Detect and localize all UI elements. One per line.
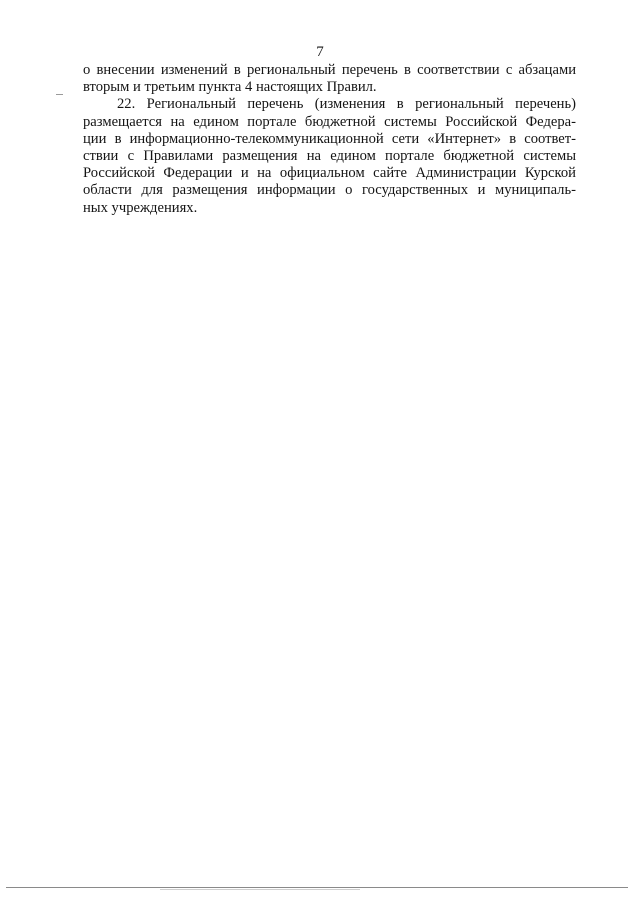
text-line: области для размещения информации о государственных и муниципаль- bbox=[83, 182, 576, 199]
text-line: ных учреждениях. bbox=[83, 199, 198, 216]
margin-mark bbox=[56, 94, 63, 95]
scan-artifact-line bbox=[160, 889, 360, 890]
text-line: ствии с Правилами размещения на едином портале бюджетной системы bbox=[83, 148, 576, 165]
paragraph-item-22 bbox=[83, 96, 576, 216]
text-line: Российской Федерации и на официальном сайте Администрации Курской bbox=[83, 165, 576, 182]
page-number: 7 bbox=[316, 44, 324, 60]
text-line: 22. Региональный перечень (изменения в региональный перечень) bbox=[117, 96, 576, 113]
paragraph-continuation bbox=[83, 62, 576, 96]
text-line: о внесении изменений в региональный перечень в соответствии с абзацами bbox=[83, 62, 576, 78]
text-line: вторым и третьим пункта 4 настоящих Правил. bbox=[83, 79, 377, 96]
document-body bbox=[83, 62, 576, 217]
page-bottom-rule bbox=[6, 887, 628, 888]
text-line: ции в информационно-телекоммуникационной сети «Интернет» в соответ- bbox=[83, 130, 576, 147]
text-line: размещается на едином портале бюджетной системы Российской Федера- bbox=[83, 113, 576, 130]
